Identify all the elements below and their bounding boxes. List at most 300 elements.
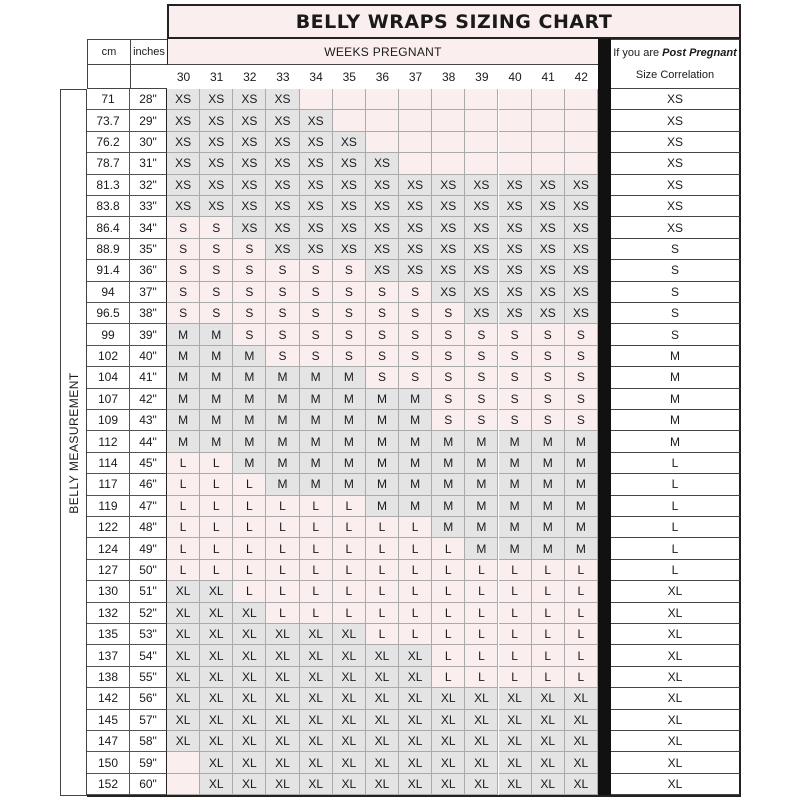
size-cell: M xyxy=(432,453,465,474)
size-cell: M xyxy=(233,367,266,388)
size-cell: XS xyxy=(432,217,465,238)
post-pregnant-size-cell: L xyxy=(611,474,741,495)
size-cell xyxy=(465,132,498,153)
size-cell: XS xyxy=(266,110,299,131)
size-cell: S xyxy=(465,346,498,367)
inches-cell: 60" xyxy=(130,774,167,795)
inches-cell: 53" xyxy=(130,624,167,645)
size-cell: XL xyxy=(333,667,366,688)
size-cell: XS xyxy=(233,217,266,238)
size-cell: M xyxy=(333,431,366,452)
size-cell: S xyxy=(399,367,432,388)
size-cell: XL xyxy=(499,752,532,773)
size-cell: L xyxy=(432,560,465,581)
size-cell: XL xyxy=(167,581,200,602)
size-cell: XL xyxy=(432,710,465,731)
size-cell: XL xyxy=(399,731,432,752)
size-cell: S xyxy=(167,282,200,303)
size-cell: S xyxy=(366,346,399,367)
cm-cell: 147 xyxy=(87,731,130,752)
size-cell: XL xyxy=(200,752,233,773)
size-cell: XS xyxy=(399,239,432,260)
size-cell: L xyxy=(399,603,432,624)
size-cell: XS xyxy=(465,175,498,196)
inches-cell: 55" xyxy=(130,667,167,688)
size-cell xyxy=(565,110,598,131)
size-cell: S xyxy=(399,346,432,367)
post-pregnant-size-cell: M xyxy=(611,431,741,452)
size-cell: XL xyxy=(532,774,565,795)
size-cell: XL xyxy=(233,731,266,752)
size-cell xyxy=(565,153,598,174)
cm-cell: 117 xyxy=(87,474,130,495)
size-cell: XL xyxy=(366,688,399,709)
size-cell: L xyxy=(300,603,333,624)
cm-cell: 142 xyxy=(87,688,130,709)
size-cell: L xyxy=(565,560,598,581)
size-cell: XS xyxy=(167,89,200,110)
post-pregnant-size-cell: XL xyxy=(611,667,741,688)
size-cell: S xyxy=(333,324,366,345)
size-cell: S xyxy=(233,324,266,345)
size-cell: XS xyxy=(465,260,498,281)
size-cell: M xyxy=(366,431,399,452)
size-cell: XL xyxy=(167,603,200,624)
size-cell: XS xyxy=(499,196,532,217)
post-pregnant-size-cell: XL xyxy=(611,774,741,795)
chart-title: BELLY WRAPS SIZING CHART xyxy=(295,10,613,33)
size-cell: XS xyxy=(233,175,266,196)
inches-cell: 39" xyxy=(130,324,167,345)
size-cell: M xyxy=(399,496,432,517)
size-cell: S xyxy=(200,303,233,324)
size-cell: XL xyxy=(399,710,432,731)
size-cell: M xyxy=(266,410,299,431)
size-cell: XL xyxy=(499,688,532,709)
size-cell: S xyxy=(233,303,266,324)
size-cell: S xyxy=(499,389,532,410)
cm-cell: 135 xyxy=(87,624,130,645)
size-cell xyxy=(432,89,465,110)
size-cell: L xyxy=(366,603,399,624)
inches-cell: 52" xyxy=(130,603,167,624)
size-cell xyxy=(167,774,200,795)
post-header-subtitle: Size Correlation xyxy=(635,69,715,81)
size-cell xyxy=(399,89,432,110)
size-cell: XL xyxy=(167,710,200,731)
size-cell: M xyxy=(167,431,200,452)
size-cell: XS xyxy=(532,282,565,303)
inches-cell: 42" xyxy=(130,389,167,410)
size-cell: XS xyxy=(499,217,532,238)
cm-cell: 150 xyxy=(87,752,130,773)
cm-cell: 91.4 xyxy=(87,260,130,281)
size-cell: XS xyxy=(200,153,233,174)
size-cell: M xyxy=(499,474,532,495)
size-cell: XS xyxy=(300,132,333,153)
size-cell: XS xyxy=(465,303,498,324)
size-cell: XL xyxy=(233,603,266,624)
size-cell: L xyxy=(233,581,266,602)
post-pregnant-size-cell: S xyxy=(611,303,741,324)
size-cell: L xyxy=(532,560,565,581)
size-cell: L xyxy=(432,624,465,645)
size-cell: XS xyxy=(366,239,399,260)
size-cell: M xyxy=(233,453,266,474)
post-pregnant-size-cell: L xyxy=(611,496,741,517)
size-cell: XL xyxy=(499,731,532,752)
size-cell: XS xyxy=(399,175,432,196)
size-cell: M xyxy=(200,346,233,367)
week-label: 38 xyxy=(442,70,456,84)
post-pregnant-size-cell: XS xyxy=(611,89,741,110)
size-cell: M xyxy=(366,389,399,410)
inches-cell: 57" xyxy=(130,710,167,731)
size-cell: L xyxy=(266,581,299,602)
week-label: 35 xyxy=(342,70,356,84)
size-cell: XS xyxy=(399,196,432,217)
size-cell: M xyxy=(565,496,598,517)
inches-cell: 41" xyxy=(130,367,167,388)
size-cell: M xyxy=(333,389,366,410)
size-cell: L xyxy=(565,667,598,688)
size-cell: L xyxy=(167,453,200,474)
size-cell: M xyxy=(565,517,598,538)
cm-cell: 71 xyxy=(87,89,130,110)
size-cell: S xyxy=(266,324,299,345)
cm-cell: 73.7 xyxy=(87,110,130,131)
size-cell: M xyxy=(366,410,399,431)
size-cell: XL xyxy=(200,774,233,795)
size-cell: XL xyxy=(233,710,266,731)
cm-cell: 99 xyxy=(87,324,130,345)
size-cell: XL xyxy=(167,731,200,752)
size-cell: M xyxy=(366,453,399,474)
size-cell: M xyxy=(565,453,598,474)
size-cell: XL xyxy=(200,645,233,666)
size-cell: S xyxy=(366,282,399,303)
cm-cell: 107 xyxy=(87,389,130,410)
size-cell: XL xyxy=(266,667,299,688)
size-cell: XL xyxy=(200,624,233,645)
size-cell: M xyxy=(266,453,299,474)
size-cell: M xyxy=(366,496,399,517)
size-cell: XL xyxy=(300,710,333,731)
size-cell: L xyxy=(465,560,498,581)
cm-cell: 122 xyxy=(87,517,130,538)
size-cell: XS xyxy=(200,175,233,196)
week-label: 40 xyxy=(508,70,522,84)
size-cell: XS xyxy=(499,260,532,281)
size-cell: XL xyxy=(366,645,399,666)
size-cell: XL xyxy=(167,688,200,709)
size-cell: S xyxy=(366,324,399,345)
post-pregnant-size-cell: XL xyxy=(611,603,741,624)
size-cell: XS xyxy=(333,132,366,153)
size-cell: S xyxy=(167,303,200,324)
inches-cell: 54" xyxy=(130,645,167,666)
size-cell: XS xyxy=(465,217,498,238)
size-cell: XS xyxy=(333,196,366,217)
size-cell: M xyxy=(565,474,598,495)
size-cell: XL xyxy=(499,774,532,795)
size-cell: XS xyxy=(300,175,333,196)
size-cell: XS xyxy=(366,217,399,238)
size-cell: S xyxy=(565,410,598,431)
post-pregnant-size-cell: XL xyxy=(611,645,741,666)
size-cell: XS xyxy=(565,217,598,238)
cm-cell: 112 xyxy=(87,431,130,452)
size-cell: M xyxy=(200,410,233,431)
size-cell: M xyxy=(167,324,200,345)
inches-cell: 29" xyxy=(130,110,167,131)
cm-header: cm xyxy=(87,39,130,65)
size-cell: XL xyxy=(200,731,233,752)
weeks-pregnant-header: WEEKS PREGNANT xyxy=(167,39,598,65)
size-cell: L xyxy=(200,474,233,495)
post-header-prefix: If you are xyxy=(613,47,663,59)
size-cell: L xyxy=(399,560,432,581)
size-cell: M xyxy=(432,474,465,495)
size-cell: L xyxy=(432,581,465,602)
size-cell: M xyxy=(167,367,200,388)
size-cell: XS xyxy=(333,175,366,196)
size-cell: M xyxy=(266,367,299,388)
size-cell: XL xyxy=(565,710,598,731)
size-cell: M xyxy=(333,453,366,474)
size-cell: XL xyxy=(565,688,598,709)
size-cell: M xyxy=(499,453,532,474)
size-cell: M xyxy=(300,367,333,388)
size-cell: L xyxy=(233,538,266,559)
post-pregnant-size-cell: XS xyxy=(611,217,741,238)
size-cell: L xyxy=(333,581,366,602)
size-cell: S xyxy=(233,260,266,281)
size-cell: L xyxy=(300,517,333,538)
size-cell: M xyxy=(399,389,432,410)
inches-cell: 45" xyxy=(130,453,167,474)
size-cell: M xyxy=(167,410,200,431)
size-cell xyxy=(532,153,565,174)
size-cell: L xyxy=(333,560,366,581)
size-cell: L xyxy=(266,496,299,517)
size-cell: L xyxy=(333,538,366,559)
size-cell: S xyxy=(532,389,565,410)
size-cell xyxy=(333,89,366,110)
size-cell: XL xyxy=(366,731,399,752)
size-cell: XS xyxy=(399,260,432,281)
size-cell: S xyxy=(266,346,299,367)
inches-cell: 40" xyxy=(130,346,167,367)
cm-cell: 124 xyxy=(87,538,130,559)
size-cell: L xyxy=(532,645,565,666)
size-cell: S xyxy=(432,324,465,345)
size-cell: XS xyxy=(333,153,366,174)
size-cell: XL xyxy=(200,710,233,731)
size-cell: M xyxy=(333,474,366,495)
cm-cell: 145 xyxy=(87,710,130,731)
cm-cell: 119 xyxy=(87,496,130,517)
size-cell: XS xyxy=(300,153,333,174)
separator-bar xyxy=(598,39,611,796)
size-cell: XS xyxy=(333,217,366,238)
size-cell: S xyxy=(399,282,432,303)
size-cell: XL xyxy=(300,774,333,795)
size-cell: XL xyxy=(399,645,432,666)
size-cell: XS xyxy=(233,153,266,174)
size-cell: S xyxy=(300,324,333,345)
size-cell: XS xyxy=(532,260,565,281)
cm-cell: 76.2 xyxy=(87,132,130,153)
size-cell: XL xyxy=(300,752,333,773)
size-cell: XS xyxy=(200,89,233,110)
size-cell: M xyxy=(532,474,565,495)
cm-cell: 127 xyxy=(87,560,130,581)
size-cell xyxy=(399,110,432,131)
size-cell: XL xyxy=(532,710,565,731)
inches-cell: 37" xyxy=(130,282,167,303)
size-cell: XL xyxy=(399,774,432,795)
inches-cell: 48" xyxy=(130,517,167,538)
post-pregnant-size-cell: XS xyxy=(611,110,741,131)
post-pregnant-size-cell: XS xyxy=(611,153,741,174)
size-cell: XS xyxy=(565,239,598,260)
cm-cell: 96.5 xyxy=(87,303,130,324)
size-cell: M xyxy=(399,474,432,495)
size-cell xyxy=(333,110,366,131)
size-cell: L xyxy=(499,581,532,602)
size-cell: M xyxy=(465,538,498,559)
size-cell: S xyxy=(432,389,465,410)
inches-cell: 51" xyxy=(130,581,167,602)
size-cell xyxy=(366,132,399,153)
size-cell xyxy=(499,153,532,174)
size-cell: XL xyxy=(233,774,266,795)
size-cell: XL xyxy=(200,688,233,709)
size-cell: L xyxy=(200,560,233,581)
size-cell: L xyxy=(167,496,200,517)
size-cell: S xyxy=(200,239,233,260)
size-cell: M xyxy=(300,474,333,495)
size-cell: S xyxy=(465,367,498,388)
week-label: 31 xyxy=(209,70,224,84)
size-cell: L xyxy=(432,667,465,688)
size-cell: XL xyxy=(432,688,465,709)
inches-cell: 50" xyxy=(130,560,167,581)
size-cell: L xyxy=(499,667,532,688)
post-pregnant-size-cell: XL xyxy=(611,581,741,602)
size-cell: XS xyxy=(266,217,299,238)
size-cell: L xyxy=(532,624,565,645)
size-cell: S xyxy=(532,367,565,388)
size-cell: L xyxy=(565,645,598,666)
size-cell: XS xyxy=(465,239,498,260)
size-cell: XS xyxy=(465,196,498,217)
size-cell: XL xyxy=(399,752,432,773)
size-cell xyxy=(432,153,465,174)
size-cell: S xyxy=(565,367,598,388)
size-cell: XS xyxy=(465,282,498,303)
size-cell: M xyxy=(200,367,233,388)
size-cell: XL xyxy=(432,731,465,752)
size-cell: M xyxy=(532,431,565,452)
size-cell: S xyxy=(565,324,598,345)
size-cell: XS xyxy=(366,153,399,174)
size-cell: XL xyxy=(366,710,399,731)
size-cell: S xyxy=(233,282,266,303)
size-cell xyxy=(565,89,598,110)
size-cell: L xyxy=(366,538,399,559)
size-cell: M xyxy=(233,389,266,410)
size-cell: S xyxy=(266,260,299,281)
cm-cell: 86.4 xyxy=(87,217,130,238)
size-cell: M xyxy=(233,431,266,452)
size-cell: XL xyxy=(465,710,498,731)
size-cell: XS xyxy=(167,132,200,153)
size-cell: XS xyxy=(233,196,266,217)
size-cell: XL xyxy=(565,774,598,795)
post-pregnant-header xyxy=(611,39,741,89)
size-cell: L xyxy=(366,581,399,602)
size-cell: M xyxy=(399,453,432,474)
size-cell: XS xyxy=(366,260,399,281)
cm-cell: 81.3 xyxy=(87,175,130,196)
inches-cell: 49" xyxy=(130,538,167,559)
post-pregnant-size-cell: XL xyxy=(611,624,741,645)
size-cell: XS xyxy=(565,260,598,281)
size-cell: M xyxy=(200,431,233,452)
post-pregnant-size-cell: XS xyxy=(611,132,741,153)
size-cell: M xyxy=(432,517,465,538)
size-cell: XL xyxy=(333,688,366,709)
size-cell: XL xyxy=(266,731,299,752)
size-cell: L xyxy=(499,560,532,581)
belly-measurement-label-column xyxy=(60,89,87,796)
size-cell: XS xyxy=(233,132,266,153)
size-cell: M xyxy=(499,431,532,452)
size-cell: S xyxy=(300,346,333,367)
post-pregnant-size-cell: S xyxy=(611,282,741,303)
size-cell: XL xyxy=(266,624,299,645)
size-cell: XS xyxy=(532,303,565,324)
size-cell: XS xyxy=(532,239,565,260)
size-cell: XL xyxy=(300,624,333,645)
size-cell: XS xyxy=(233,110,266,131)
size-cell: XS xyxy=(565,303,598,324)
inches-cell: 38" xyxy=(130,303,167,324)
size-cell xyxy=(532,110,565,131)
size-cell xyxy=(366,110,399,131)
cm-cell: 102 xyxy=(87,346,130,367)
size-cell: XL xyxy=(465,774,498,795)
size-cell: XS xyxy=(200,110,233,131)
size-cell xyxy=(465,153,498,174)
size-cell: XL xyxy=(266,710,299,731)
size-cell: M xyxy=(399,410,432,431)
size-cell: L xyxy=(532,667,565,688)
size-cell: XL xyxy=(233,667,266,688)
size-cell xyxy=(499,110,532,131)
post-pregnant-size-cell: S xyxy=(611,260,741,281)
size-cell: XL xyxy=(233,688,266,709)
size-cell: L xyxy=(266,517,299,538)
size-cell: XS xyxy=(200,132,233,153)
size-cell: M xyxy=(565,538,598,559)
inches-cell: 30" xyxy=(130,132,167,153)
post-pregnant-size-cell: XS xyxy=(611,175,741,196)
size-cell: XS xyxy=(366,196,399,217)
size-cell: L xyxy=(300,560,333,581)
